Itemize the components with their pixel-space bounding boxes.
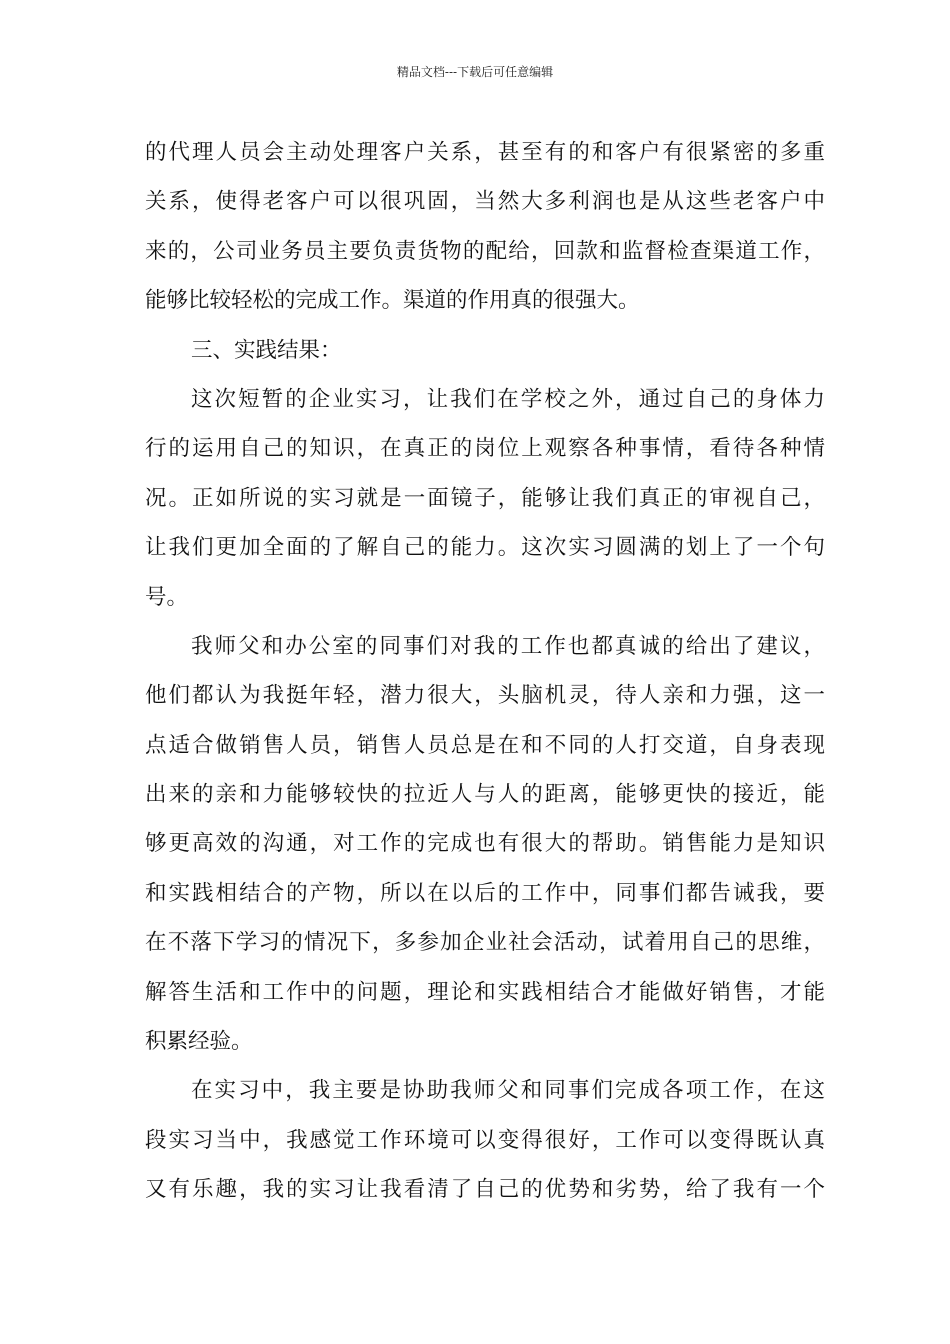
text-line: 我师父和办公室的同事们对我的工作也都真诚的给出了建议， (191, 633, 825, 659)
text-line: 在实习中，我主要是协助我师父和同事们完成各项工作，在这 (191, 1078, 825, 1104)
text-line: 和实践相结合的产物，所以在以后的工作中，同事们都告诫我，要 (145, 880, 825, 906)
text-line: 积累经验。 (145, 1029, 253, 1055)
text-line: 解答生活和工作中的问题，理论和实践相结合才能做好销售，才能 (145, 979, 825, 1005)
text-line: 又有乐趣，我的实习让我看清了自己的优势和劣势，给了我有一个 (145, 1177, 825, 1203)
text-line: 点适合做销售人员，销售人员总是在和不同的人打交道，自身表现 (145, 732, 825, 758)
text-line: 的代理人员会主动处理客户关系，甚至有的和客户有很紧密的多重 (145, 140, 825, 165)
text-line: 这次短暂的企业实习，让我们在学校之外，通过自己的身体力 (191, 386, 825, 412)
text-line: 段实习当中，我感觉工作环境可以变得很好，工作可以变得既认真 (145, 1127, 825, 1153)
text-line: 号。 (145, 584, 189, 610)
text-line: 让我们更加全面的了解自己的能力。这次实习圆满的划上了一个句 (145, 535, 825, 561)
text-line: 够更高效的沟通，对工作的完成也有很大的帮助。销售能力是知识 (145, 831, 825, 857)
text-line: 出来的亲和力能够较快的拉近人与人的距离，能够更快的接近，能 (145, 782, 825, 808)
text-line: 能够比较轻松的完成工作。渠道的作用真的很强大。 (145, 288, 640, 314)
text-line: 关系，使得老客户可以很巩固，当然大多利润也是从这些老客户中 (145, 189, 825, 215)
text-line: 在不落下学习的情况下，多参加企业社会活动，试着用自己的思维， (145, 930, 825, 956)
document-body (145, 128, 825, 1215)
text-line: 他们都认为我挺年轻，潜力很大，头脑机灵，待人亲和力强，这一 (145, 683, 825, 709)
page-header: 精品文档---下载后可任意编辑 (396, 65, 554, 79)
text-line: 三、实践结果： (191, 337, 342, 363)
text-line: 来的，公司业务员主要负责货物的配给，回款和监督检查渠道工作， (145, 238, 825, 264)
text-line: 行的运用自己的知识，在真正的岗位上观察各种事情，看待各种情 (145, 436, 825, 462)
text-line: 况。正如所说的实习就是一面镜子，能够让我们真正的审视自己， (145, 485, 825, 511)
